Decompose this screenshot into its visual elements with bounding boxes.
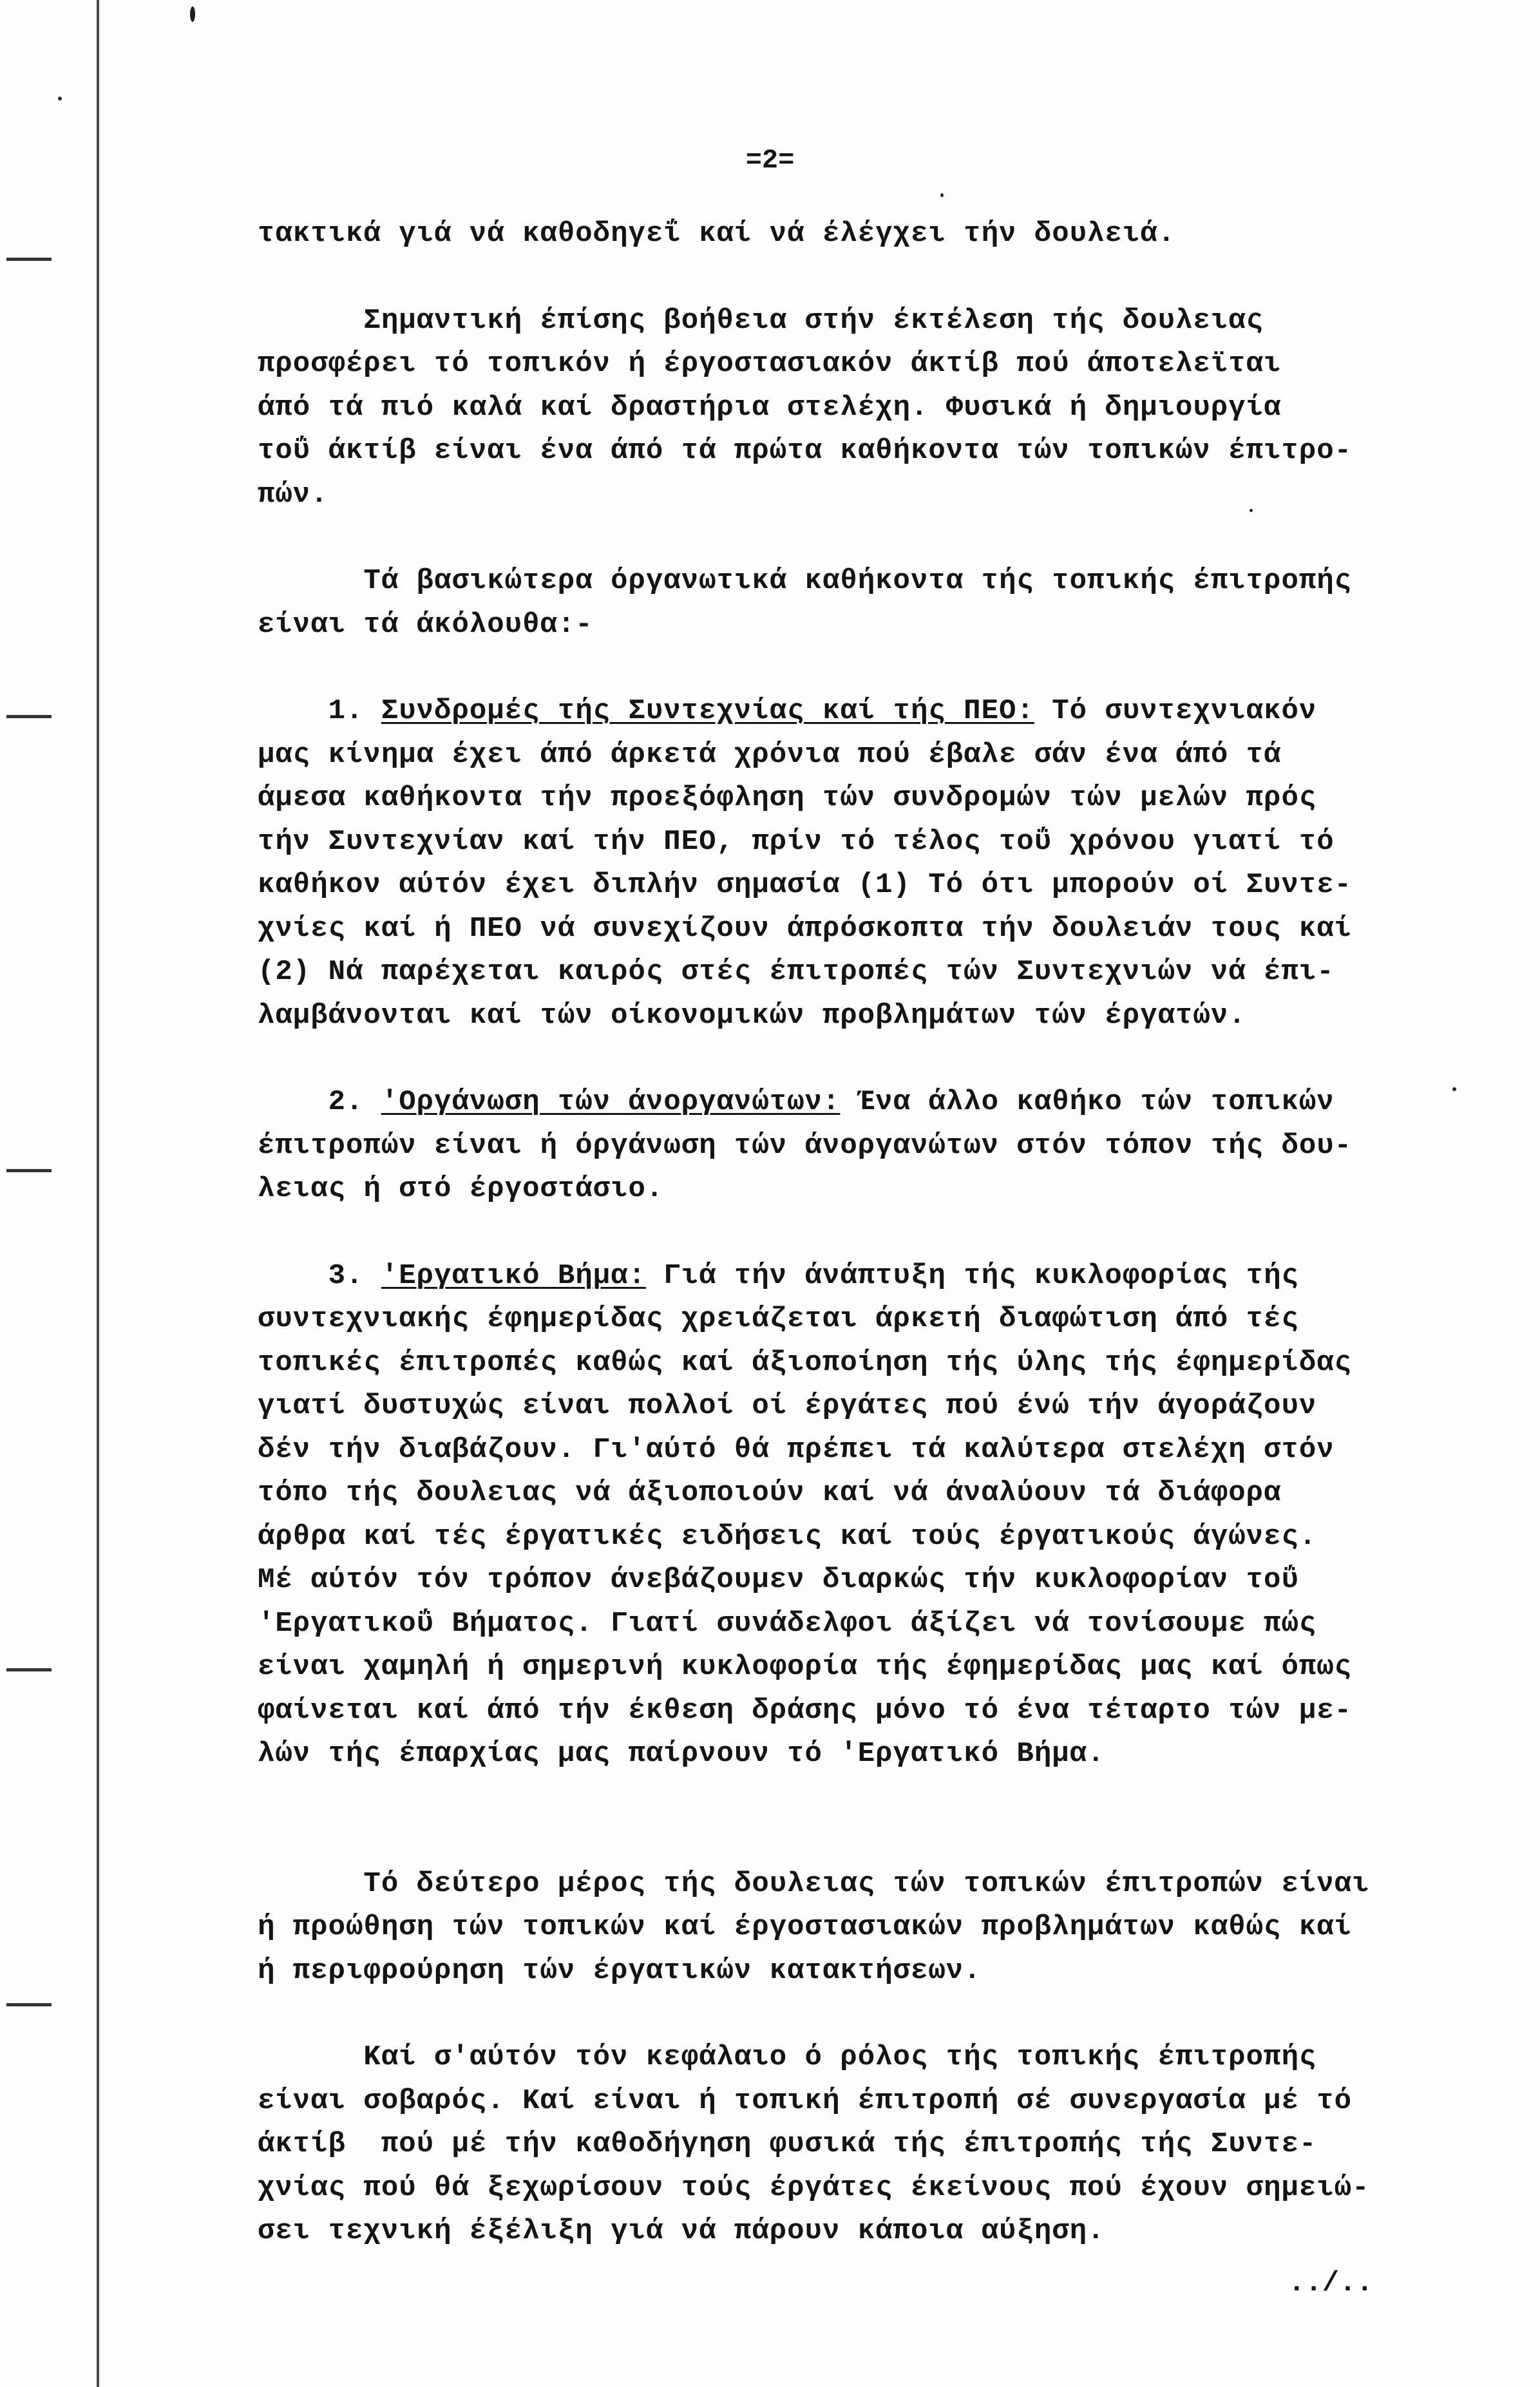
text-line xyxy=(258,430,1481,473)
text-segment: πών. xyxy=(258,478,328,511)
text-segment: λειας ή στό έργοστάσιο. xyxy=(258,1173,664,1205)
text-line xyxy=(258,1081,1481,1125)
paragraph-gap xyxy=(258,517,1481,560)
scan-speck xyxy=(190,6,195,22)
text-line xyxy=(258,864,1481,908)
text-segment: χνίας πού θά ξεχωρίσουν τούς έργάτες έκείνους πού έχουν σημειώ- xyxy=(258,2171,1370,2204)
text-line xyxy=(258,343,1481,386)
text-segment: τοπικές έπιτροπές καθώς καί άξιοποίηση τής ύλης τής έφημερίδας xyxy=(258,1346,1353,1379)
page-number: =2= xyxy=(745,145,795,176)
text-line xyxy=(258,213,1481,256)
scan-speck xyxy=(940,193,944,197)
text-segment: 3. xyxy=(258,1259,381,1292)
text-line xyxy=(258,1385,1481,1429)
text-segment: Μέ αύτόν τόν τρόπον άνεβάζουμεν διαρκώς τήν κυκλοφορίαν τοΰ xyxy=(258,1564,1299,1596)
text-segment: 2. xyxy=(258,1086,381,1118)
text-segment: δέν τήν διαβάζουν. Γι'αύτό θά πρέπει τά καλύτερα στελέχη στόν xyxy=(258,1433,1335,1466)
paragraph-gap xyxy=(258,1038,1481,1081)
text-line xyxy=(258,300,1481,343)
text-segment: καθήκον αύτόν έχει διπλήν σημασία (1) Τό ότι μπορούν οί Συντε- xyxy=(258,869,1353,901)
text-line xyxy=(258,1863,1481,1907)
text-line xyxy=(258,2123,1481,2167)
text-segment: έπιτροπών είναι ή όργάνωση τών άνοργανώτων στόν τόπον τής δου- xyxy=(258,1129,1353,1162)
text-line xyxy=(258,951,1481,994)
text-segment: 'Εργατικοΰ Βήματος. Γιατί συνάδελφοι άξίζει νά τονίσουμε πώς xyxy=(258,1607,1317,1640)
text-segment: είναι σοβαρός. Καί είναι ή τοπική έπιτροπή σέ συνεργασία μέ τό xyxy=(258,2084,1353,2117)
margin-mark xyxy=(6,715,52,718)
text-segment: Σημαντική έπίσης βοήθεια στήν έκτέλεση τής δουλειας xyxy=(258,304,1264,337)
text-line xyxy=(258,1255,1481,1298)
section-heading: Συνδρομές τής Συντεχνίας καί τής ΠΕΟ: xyxy=(381,695,1034,727)
text-line xyxy=(258,473,1481,517)
margin-mark xyxy=(6,2003,52,2006)
text-segment: Τά βασικώτερα όργανωτικά καθήκοντα τής τοπικής έπιτροπής xyxy=(258,565,1353,597)
text-segment: συντεχνιακής έφημερίδας χρειάζεται άρκετή διαφώτιση άπό τές xyxy=(258,1303,1299,1335)
text-line xyxy=(258,1906,1481,1950)
text-line xyxy=(258,2036,1481,2080)
text-line xyxy=(258,1125,1481,1168)
margin-mark xyxy=(6,1169,52,1172)
text-segment: είναι τά άκόλουθα:- xyxy=(258,608,593,641)
text-segment: τακτικά γιά νά καθοδηγεΐ καί νά έλέγχει τήν δουλειά. xyxy=(258,218,1176,250)
scan-speck xyxy=(58,97,62,100)
continuation-mark: ../.. xyxy=(1288,2267,1374,2299)
text-line xyxy=(258,1472,1481,1516)
text-segment: φαίνεται καί άπό τήν έκθεση δράσης μόνο τό ένα τέταρτο τών με- xyxy=(258,1694,1353,1727)
text-segment: Γιά τήν άνάπτυξη τής κυκλοφορίας τής xyxy=(645,1259,1299,1292)
text-line xyxy=(258,1429,1481,1472)
text-segment: προσφέρει τό τοπικόν ή έργοστασιακόν άκτίβ πού άποτελεϊται xyxy=(258,348,1282,380)
left-margin-line xyxy=(97,0,99,2387)
text-line xyxy=(258,1689,1481,1733)
text-segment: μας κίνημα έχει άπό άρκετά χρόνια πού έβαλε σάν ένα άπό τά xyxy=(258,738,1282,771)
text-line xyxy=(258,1516,1481,1559)
text-segment: (2) Νά παρέχεται καιρός στές έπιτροπές τών Συντεχνιών νά έπι- xyxy=(258,956,1335,988)
text-line xyxy=(258,1733,1481,1776)
text-segment: τήν Συντεχνίαν καί τήν ΠΕΟ, πρίν τό τέλος τοΰ χρόνου γιατί τό xyxy=(258,825,1335,858)
text-line xyxy=(258,1342,1481,1385)
text-line xyxy=(258,994,1481,1038)
text-segment: ή προώθηση τών τοπικών καί έργοστασιακών προβλημάτων καθώς καί xyxy=(258,1911,1353,1943)
text-line xyxy=(258,1168,1481,1212)
text-line xyxy=(258,821,1481,864)
text-segment: τόπο τής δουλειας νά άξιοποιούν καί νά άναλύουν τά διάφορα xyxy=(258,1477,1282,1509)
text-line xyxy=(258,560,1481,604)
text-line xyxy=(258,734,1481,777)
text-line xyxy=(258,2167,1481,2211)
text-segment: Καί σ'αύτόν τόν κεφάλαιο ό ρόλος τής τοπικής έπιτροπής xyxy=(258,2041,1317,2073)
document-body xyxy=(258,213,1481,2254)
paragraph-gap xyxy=(258,1820,1481,1863)
text-line xyxy=(258,2210,1481,2254)
text-line xyxy=(258,690,1481,734)
text-segment: Τό συντεχνιακόν xyxy=(1034,695,1317,727)
text-segment: άμεσα καθήκοντα τήν προεξόφληση τών συνδρομών τών μελών πρός xyxy=(258,782,1317,814)
text-segment: λαμβάνονται καί τών οίκονομικών προβλημάτων τών έργατών. xyxy=(258,999,1246,1032)
text-line xyxy=(258,1602,1481,1646)
paragraph-gap xyxy=(258,1212,1481,1255)
text-segment: χνίες καί ή ΠΕΟ νά συνεχίζουν άπρόσκοπτα τήν δουλειάν τους καί xyxy=(258,912,1353,945)
text-segment: σει τεχνική έξέλιξη γιά νά πάρουν κάποια αύξηση. xyxy=(258,2215,1105,2247)
text-segment: λών τής έπαρχίας μας παίρνουν τό 'Εργατικό Βήμα. xyxy=(258,1738,1105,1770)
text-segment: γιατί δυστυχώς είναι πολλοί οί έργάτες πού ένώ τήν άγοράζουν xyxy=(258,1390,1317,1422)
paragraph-gap xyxy=(258,256,1481,300)
text-line xyxy=(258,2080,1481,2124)
section-heading: 'Οργάνωση τών άνοργανώτων: xyxy=(381,1086,841,1118)
text-segment: είναι χαμηλή ή σημερινή κυκλοφορία τής έφημερίδας μας καί όπως xyxy=(258,1651,1353,1683)
paragraph-gap xyxy=(258,1776,1481,1820)
text-segment: 1. xyxy=(258,695,381,727)
text-segment: άπό τά πιό καλά καί δραστήρια στελέχη. Φυσικά ή δημιουργία xyxy=(258,391,1282,424)
text-line xyxy=(258,604,1481,647)
text-line xyxy=(258,777,1481,821)
text-line xyxy=(258,1646,1481,1689)
text-segment: άρθρα καί τές έργατικές ειδήσεις καί τούς έργατικούς άγώνες. xyxy=(258,1520,1317,1553)
margin-mark xyxy=(6,258,52,261)
text-segment: ή περιφρούρηση τών έργατικών κατακτήσεων. xyxy=(258,1954,982,1987)
text-line xyxy=(258,1950,1481,1993)
text-line xyxy=(258,386,1481,430)
margin-mark xyxy=(6,1668,52,1671)
text-segment: άκτίβ πού μέ τήν καθοδήγηση φυσικά τής έπιτροπής τής Συντε- xyxy=(258,2128,1317,2160)
paragraph-gap xyxy=(258,1993,1481,2036)
text-line xyxy=(258,1559,1481,1602)
section-heading: 'Εργατικό Βήμα: xyxy=(381,1259,646,1292)
text-segment: Ένα άλλο καθήκο τών τοπικών xyxy=(840,1086,1335,1118)
text-line xyxy=(258,1298,1481,1342)
text-segment: Τό δεύτερο μέρος τής δουλειας τών τοπικών έπιτροπών είναι xyxy=(258,1867,1370,1900)
text-line xyxy=(258,908,1481,951)
paragraph-gap xyxy=(258,647,1481,690)
text-segment: τοΰ άκτίβ είναι ένα άπό τά πρώτα καθήκοντα τών τοπικών έπιτρο- xyxy=(258,435,1353,467)
